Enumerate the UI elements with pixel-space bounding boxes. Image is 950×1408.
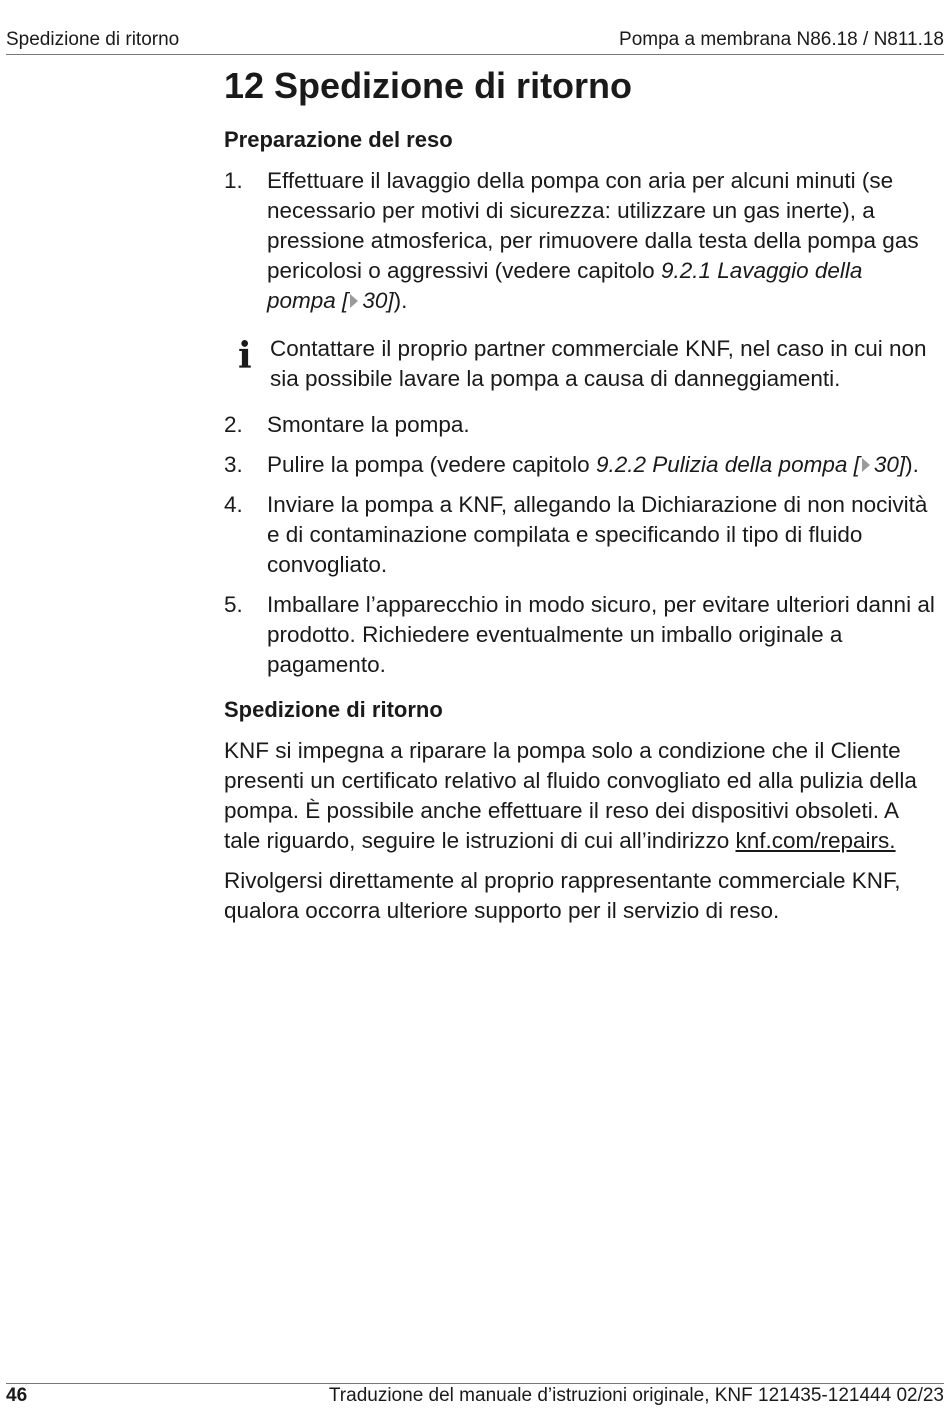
section-heading-return: Spedizione di ritorno (224, 697, 443, 722)
step-text: Imballare l’apparecchio in modo sicuro, per evitare ulteriori danni al prodotto. Richiedere eventualmente un imballo originale a pagamento. (267, 592, 935, 677)
chapter-reference-link[interactable]: 9.2.1 Lavaggio della pompa [ 30] (267, 258, 863, 313)
section-heading-preparation: Preparazione del reso (224, 127, 453, 152)
chapter-title: 12 Spedizione di ritorno (224, 65, 633, 106)
page-arrow-icon (350, 294, 358, 308)
note-text: Contattare il proprio partner commerciale KNF, nel caso in cui non sia possibile lavare la pompa a causa di danneggiamenti. (270, 336, 927, 391)
page-number: 46 (6, 1385, 28, 1406)
info-icon: i (238, 335, 252, 377)
list-item: 1. Effettuare il lavaggio della pompa con aria per alcuni minuti (se necessario per motivi di sicurezza: utilizzare un gas inerte), a pressione atmosferica, per rimuovere dalla testa della pompa gas pericolosi o aggressivi (vedere capitolo 9.2.1 Lavaggio della pompa [ 30]). (224, 168, 919, 313)
list-item (224, 490, 936, 580)
return-paragraph: KNF si impegna a riparare la pompa solo a condizione che il Cliente presenti un certificato relativo al fluido convogliato ed alla pulizia della pompa. È possibile anche effettuare il reso dei dispositivi obsoleti. A tale riguardo, seguire le istruzioni di cui all’indirizzo knf.com/repairs. (224, 738, 917, 853)
step-number: 4. (224, 492, 243, 517)
info-note (224, 334, 936, 394)
support-paragraph: Rivolgersi direttamente al proprio rappresentante commerciale KNF, qualora occorra ulteriore supporto per il servizio di reso. (224, 868, 901, 923)
list-item: 3. Pulire la pompa (vedere capitolo 9.2.2 Pulizia della pompa [ 30]). (224, 450, 936, 480)
header-product-title: Pompa a membrana N86.18 / N811.18 (619, 29, 944, 50)
repairs-link[interactable]: knf.com/repairs. (735, 828, 896, 853)
step-text: Effettuare il lavaggio della pompa con aria per alcuni minuti (se necessario per motivi di sicurezza: utilizzare un gas inerte), a pressione atmosferica, per rimuovere dalla testa della pompa gas pericolosi o aggressivi (vedere capitolo (267, 168, 919, 283)
step-number: 1. (224, 168, 243, 193)
step-text: Inviare la pompa a KNF, allegando la Dichiarazione di non nocività e di contaminazione compilata e specificando il tipo di fluido convogliato. (267, 492, 928, 577)
page-footer (6, 1383, 944, 1408)
step-text: Smontare la pompa. (267, 412, 470, 437)
page-arrow-icon (862, 458, 870, 472)
step-number: 2. (224, 412, 243, 437)
steps-list (224, 166, 936, 316)
steps-list-continued (224, 410, 936, 680)
step-text: Pulire la pompa (vedere capitolo (267, 452, 596, 477)
list-item (224, 410, 936, 440)
footer-document-title: Traduzione del manuale d’istruzioni originale, KNF 121435-121444 02/23 (328, 1385, 944, 1406)
step-number: 3. (224, 452, 243, 477)
step-number: 5. (224, 592, 243, 617)
list-item (224, 590, 936, 680)
chapter-reference-link[interactable]: 9.2.2 Pulizia della pompa [ 30] (595, 452, 906, 477)
page-header (6, 26, 944, 55)
page-content (224, 60, 936, 926)
header-section-title: Spedizione di ritorno (6, 29, 180, 50)
